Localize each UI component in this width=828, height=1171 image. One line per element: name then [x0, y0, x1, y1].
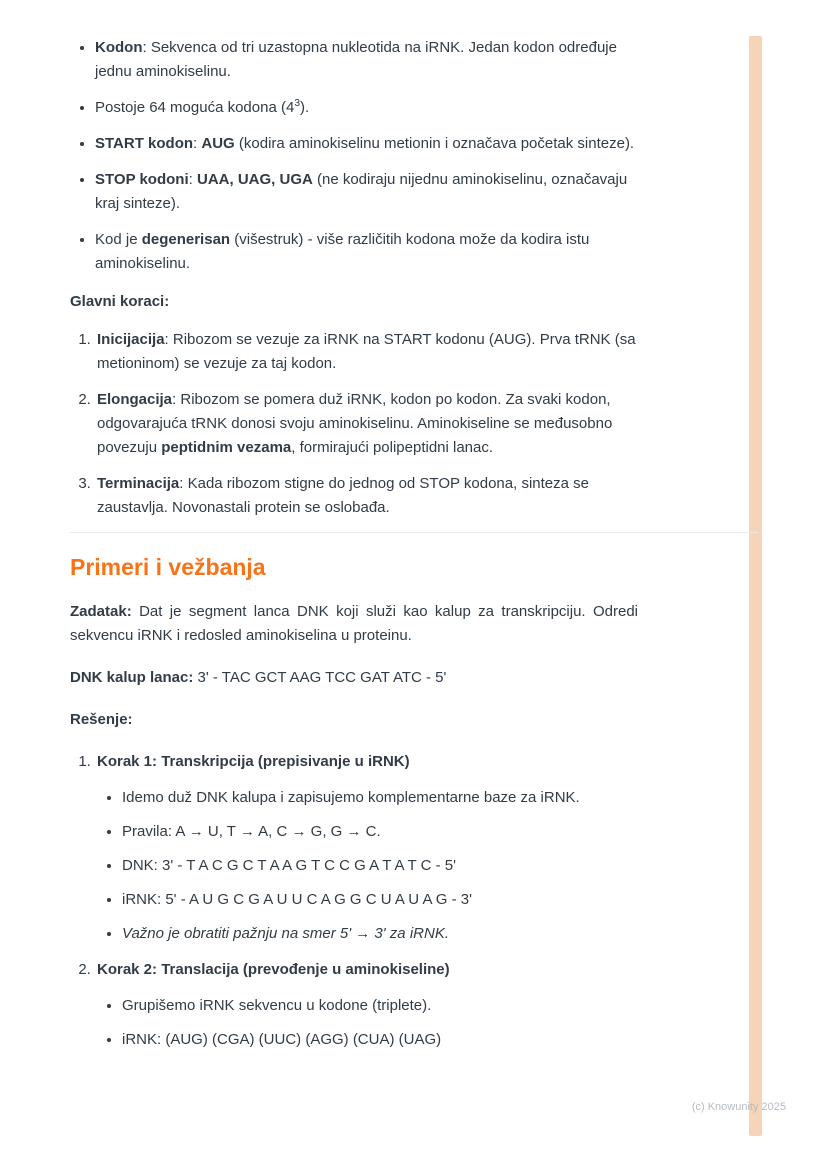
copyright-notice: (c) Knowunity 2025	[691, 1101, 786, 1113]
list-item-text: DNK: 3' - T A C G C T A A G T C C G A T A T C - 5'	[122, 857, 456, 874]
list-item	[95, 472, 638, 520]
page-edge-decoration	[749, 36, 762, 1136]
list-item	[122, 888, 638, 912]
section-title: Primeri i vežbanja	[70, 554, 266, 580]
list-item-text: Elongacija: Ribozom se pomera duž iRNK, kodon po kodon. Za svaki kodon, odgovarajuća tRNK donosi svoju aminokiselinu. Aminokiseline se međusobno povezuju peptidnim vezama, formirajući polipeptidni lanac.	[97, 391, 613, 456]
subsection-heading-glavni-koraci: Glavni koraci:	[70, 293, 170, 310]
list-item	[122, 1028, 638, 1052]
resenje-heading: Rešenje:	[70, 711, 133, 728]
list-item-text: Postoje 64 moguća kodona $(4^3)$.	[95, 98, 310, 116]
solution-steps-list	[70, 750, 638, 1052]
codon-facts-list	[70, 36, 638, 276]
list-item	[122, 854, 638, 878]
korak2-substeps-list	[97, 994, 638, 1052]
list-item	[122, 994, 638, 1018]
step-title: Korak 2: Translacija (prevođenje u aminokiseline)	[97, 961, 450, 978]
korak1-substeps-list	[97, 786, 638, 946]
list-item-text: iRNK: (AUG) (CGA) (UUC) (AGG) (CUA) (UAG)	[122, 1031, 442, 1048]
list-item-text: Inicijacija: Ribozom se vezuje za iRNK na START kodonu (AUG). Prva tRNK (sa metioninom) se vezuje za taj kodon.	[97, 331, 636, 372]
list-item-text: iRNK: 5' - A U G C G A U U C A G G C U A U A G - 3'	[122, 891, 473, 908]
list-item	[95, 132, 638, 156]
list-item-text: Grupišemo iRNK sekvencu u kodone (triplete).	[122, 997, 432, 1014]
list-item-text: Kod je degenerisan (višestruk) - više različitih kodona može da kodira istu aminokiselinu.	[95, 231, 590, 272]
list-item	[95, 168, 638, 216]
list-item-text: Kodon: Sekvenca od tri uzastopna nukleotida na iRNK. Jedan kodon određuje jednu aminokiselinu.	[95, 39, 617, 80]
list-item	[95, 36, 638, 84]
section-divider	[70, 532, 758, 533]
list-item-text: Idemo duž DNK kalupa i zapisujemo komplementarne baze za iRNK.	[122, 789, 580, 806]
list-item	[122, 786, 638, 810]
main-steps-list	[70, 328, 638, 520]
zadatak-paragraph: Zadatak: Dat je segment lanca DNK koji služi kao kalup za transkripciju. Odredi sekvencu iRNK i redosled aminokiselina u proteinu.	[70, 603, 638, 644]
list-item-text: STOP kodoni: UAA, UAG, UGA (ne kodiraju nijednu aminokiselinu, označavaju kraj sinteze).	[95, 171, 628, 212]
step-title: Korak 1: Transkripcija (prepisivanje u iRNK)	[97, 753, 410, 770]
list-item-text: Terminacija: Kada ribozom stigne do jednog od STOP kodona, sinteza se zaustavlja. Novonastali protein se oslobađa.	[97, 475, 589, 516]
list-item	[95, 750, 638, 946]
list-item-text: Pravila: A → U, T → A, C → G, G → C.	[122, 823, 381, 840]
document-content	[70, 36, 638, 1064]
list-item	[122, 820, 638, 844]
list-item	[95, 96, 638, 120]
list-item	[95, 388, 638, 460]
list-item	[95, 958, 638, 1052]
list-item	[95, 228, 638, 276]
list-item-text: Važno je obratiti pažnju na smer 5' → 3' za iRNK.	[122, 925, 449, 942]
list-item-text: START kodon: AUG (kodira aminokiselinu metionin i označava početak sinteze).	[95, 135, 635, 152]
dnk-template-line: DNK kalup lanac: 3' - TAC GCT AAG TCC GAT ATC - 5'	[70, 669, 447, 686]
list-item	[95, 328, 638, 376]
list-item	[122, 922, 638, 946]
